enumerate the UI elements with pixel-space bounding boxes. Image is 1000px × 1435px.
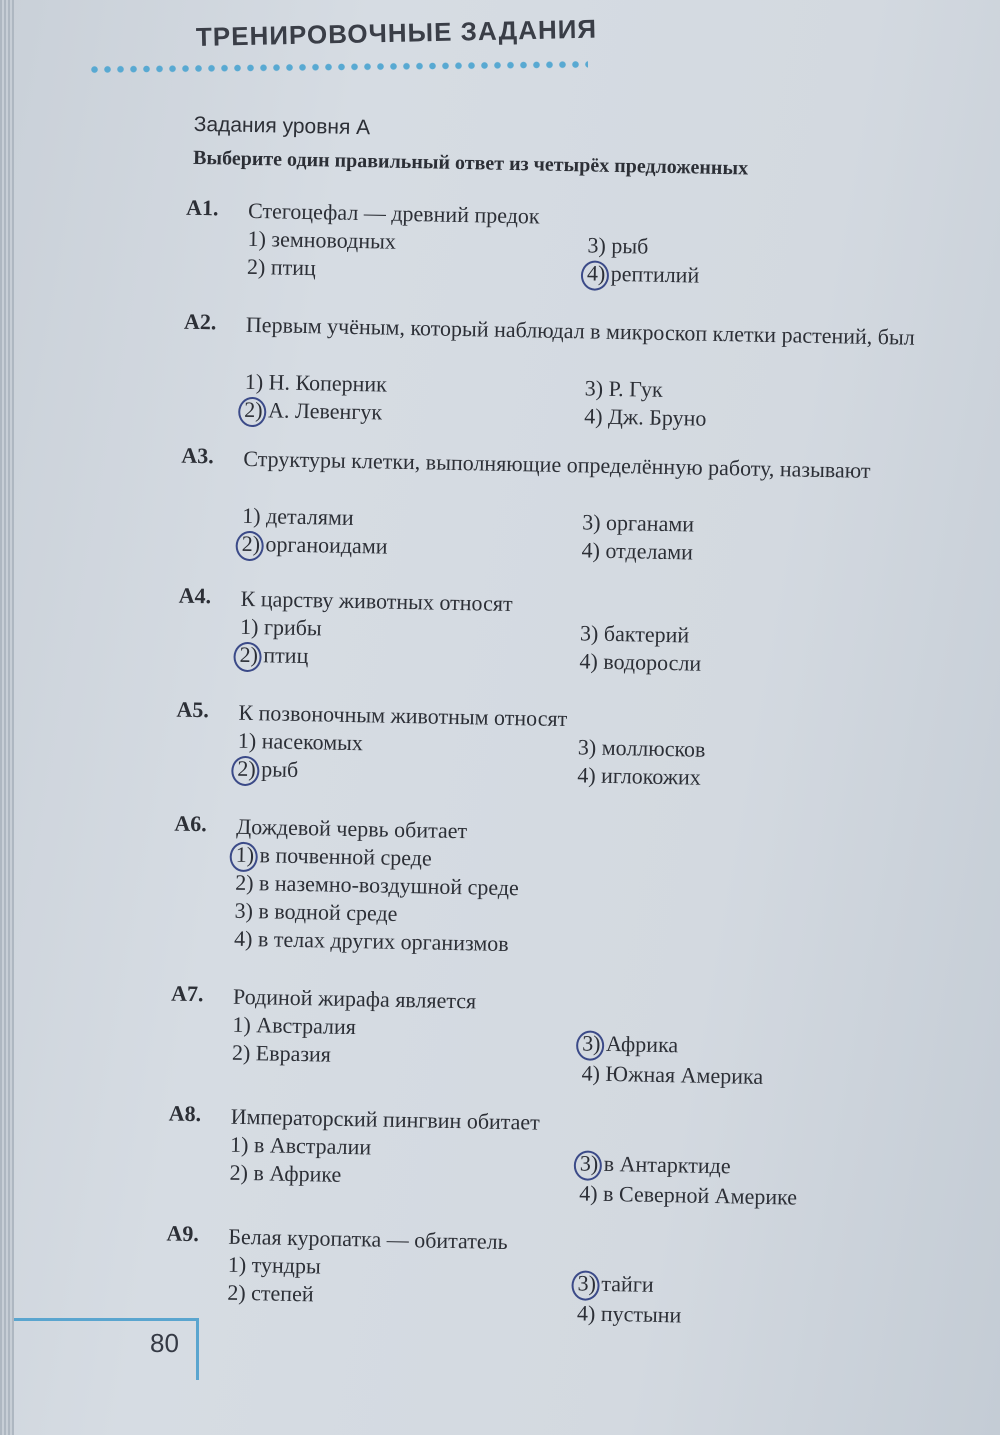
answer-option: 1) земноводных: [247, 225, 397, 254]
question-number: A8.: [168, 1100, 202, 1127]
answer-option: 2) органоидами: [241, 530, 388, 559]
answer-option: 4) Дж. Бруно: [584, 403, 707, 431]
answer-option: 1) грибы: [239, 613, 322, 641]
answer-option: 3) органами: [581, 509, 695, 537]
question-text: Структуры клетки, выполняющие определённую работу, называют: [243, 445, 871, 483]
page-number: 80: [150, 1328, 179, 1358]
question-9: [129, 1220, 919, 1328]
answer-option: 1) в почвенной среде: [235, 841, 433, 871]
question-text: К позвоночным животным относят: [238, 699, 568, 732]
answer-option: 1) тундры: [227, 1251, 322, 1279]
answer-option: 1) Н. Коперник: [244, 368, 388, 397]
question-8: [131, 1100, 921, 1210]
question-5: [139, 696, 929, 790]
answer-option: 4) пустыни: [576, 1300, 682, 1328]
answer-option: 2) в наземно-воздушной среде: [234, 869, 520, 901]
answer-option: 3) Африка: [581, 1030, 679, 1058]
answer-option: 3) в Антарктиде: [579, 1150, 731, 1179]
question-1: [148, 194, 938, 288]
answer-option: 1) в Австралии: [229, 1131, 372, 1160]
question-number: A2.: [183, 308, 217, 335]
page-number-frame-side: [196, 1318, 199, 1380]
dotted-divider: [88, 59, 588, 74]
question-text: Белая куропатка — обитатель: [228, 1223, 508, 1255]
answer-option: 2) Евразия: [231, 1039, 332, 1067]
answer-option: 2) степей: [227, 1279, 314, 1307]
question-2: [146, 308, 936, 431]
page-header-title: ТРЕНИРОВОЧНЫЕ ЗАДАНИЯ: [195, 13, 598, 52]
question-6: [137, 810, 927, 957]
question-7: [133, 980, 923, 1089]
answer-option: 3) рыб: [587, 232, 649, 259]
answer-option: 3) моллюсков: [577, 734, 706, 762]
question-text: Императорский пингвин обитает: [230, 1103, 541, 1135]
answer-option: 1) деталями: [242, 502, 354, 530]
answer-option: 2) рыб: [237, 755, 299, 782]
answer-option: 1) насекомых: [237, 727, 364, 756]
question-number: A3.: [181, 442, 215, 469]
page-edge: [0, 0, 14, 1435]
answer-option: 4) в Северной Америке: [579, 1180, 798, 1210]
answer-option: 2) птиц: [239, 641, 309, 669]
answer-option: 3) в водной среде: [234, 897, 398, 926]
answer-option: 4) иглокожих: [577, 762, 702, 790]
answer-option: 4) рептилий: [586, 260, 700, 288]
question-text: Родиной жирафа является: [232, 983, 477, 1014]
instruction-text: Выберите один правильный ответ из четырёх предложенных: [192, 146, 749, 180]
question-text: Стегоцефал — древний предок: [247, 197, 540, 229]
answer-option: 2) птиц: [246, 253, 317, 281]
question-number: A4.: [178, 582, 212, 609]
question-text: Первым учёным, который наблюдал в микроскоп клетки растений, был: [245, 311, 915, 350]
answer-option: 3) бактерий: [579, 620, 690, 648]
question-number: A1.: [185, 194, 219, 221]
answer-option: 4) Южная Америка: [581, 1060, 764, 1089]
question-number: A6.: [174, 810, 207, 837]
answer-option: 3) Р. Гук: [584, 375, 663, 402]
answer-option: 1) Австралия: [232, 1011, 357, 1040]
question-3: [144, 442, 934, 565]
page-number-frame-top: [14, 1318, 198, 1321]
answer-option: 4) водоросли: [579, 648, 702, 676]
answer-option: 3) тайги: [577, 1270, 654, 1297]
answer-option: 2) в Африке: [229, 1159, 342, 1187]
answer-option: 4) отделами: [581, 537, 694, 565]
question-number: A9.: [166, 1220, 200, 1247]
question-text: К царству животных относят: [240, 585, 513, 617]
answer-option: 4) в телах других организмов: [233, 925, 509, 957]
level-heading: Задания уровня А: [193, 112, 371, 140]
answer-option: 2) А. Левенгук: [244, 396, 383, 425]
question-number: A7.: [170, 980, 204, 1007]
tasks-content: [150, 112, 970, 1328]
question-number: A5.: [176, 696, 210, 723]
question-text: Дождевой червь обитает: [236, 813, 468, 844]
question-4: [141, 582, 931, 676]
